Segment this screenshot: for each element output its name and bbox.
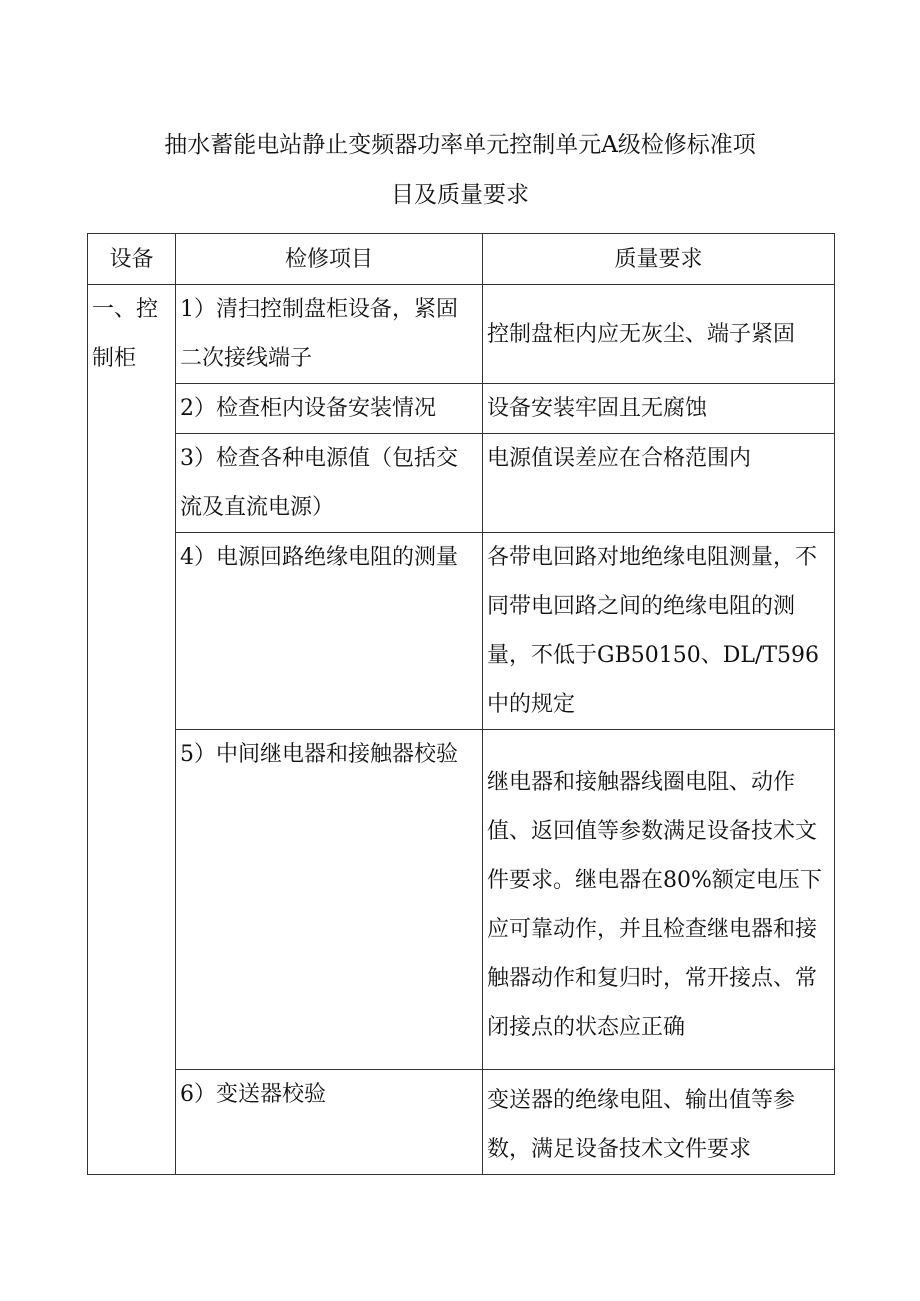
header-device: 设备 bbox=[88, 234, 176, 285]
requirement-cell: 电源值误差应在合格范围内 bbox=[483, 434, 835, 533]
header-requirement: 质量要求 bbox=[483, 234, 835, 285]
header-item: 检修项目 bbox=[176, 234, 483, 285]
item-cell: 3）检查各种电源值（包括交流及直流电源） bbox=[176, 434, 483, 533]
item-cell: 1）清扫控制盘柜设备，紧固二次接线端子 bbox=[176, 285, 483, 384]
requirement-cell: 变送器的绝缘电阻、输出值等参数，满足设备技术文件要求 bbox=[483, 1070, 835, 1175]
requirement-cell: 设备安装牢固且无腐蚀 bbox=[483, 384, 835, 434]
item-cell: 6）变送器校验 bbox=[176, 1070, 483, 1175]
title-line-2: 目及质量要求 bbox=[391, 182, 529, 208]
table-row bbox=[88, 533, 835, 730]
table-row bbox=[88, 285, 835, 384]
table-header-row bbox=[88, 234, 835, 285]
maintenance-standards-table bbox=[87, 233, 835, 1175]
document-title bbox=[80, 120, 840, 220]
table-row bbox=[88, 434, 835, 533]
requirement-cell: 控制盘柜内应无灰尘、端子紧固 bbox=[483, 285, 835, 384]
item-cell: 2）检查柜内设备安装情况 bbox=[176, 384, 483, 434]
item-cell: 4）电源回路绝缘电阻的测量 bbox=[176, 533, 483, 730]
table-row bbox=[88, 1070, 835, 1175]
table-row bbox=[88, 384, 835, 434]
requirement-cell: 各带电回路对地绝缘电阻测量，不同带电回路之间的绝缘电阻的测量，不低于GB50150、DL/T596中的规定 bbox=[483, 533, 835, 730]
requirement-cell: 继电器和接触器线圈电阻、动作值、返回值等参数满足设备技术文件要求。继电器在80%额定电压下应可靠动作，并且检查继电器和接触器动作和复归时，常开接点、常闭接点的状态应正确 bbox=[483, 730, 835, 1070]
table-row bbox=[88, 730, 835, 1070]
item-cell: 5）中间继电器和接触器校验 bbox=[176, 730, 483, 1070]
title-line-1: 抽水蓄能电站静止变频器功率单元控制单元A级检修标准项 bbox=[164, 132, 756, 158]
device-cell: 一、控制柜 bbox=[88, 285, 176, 1175]
